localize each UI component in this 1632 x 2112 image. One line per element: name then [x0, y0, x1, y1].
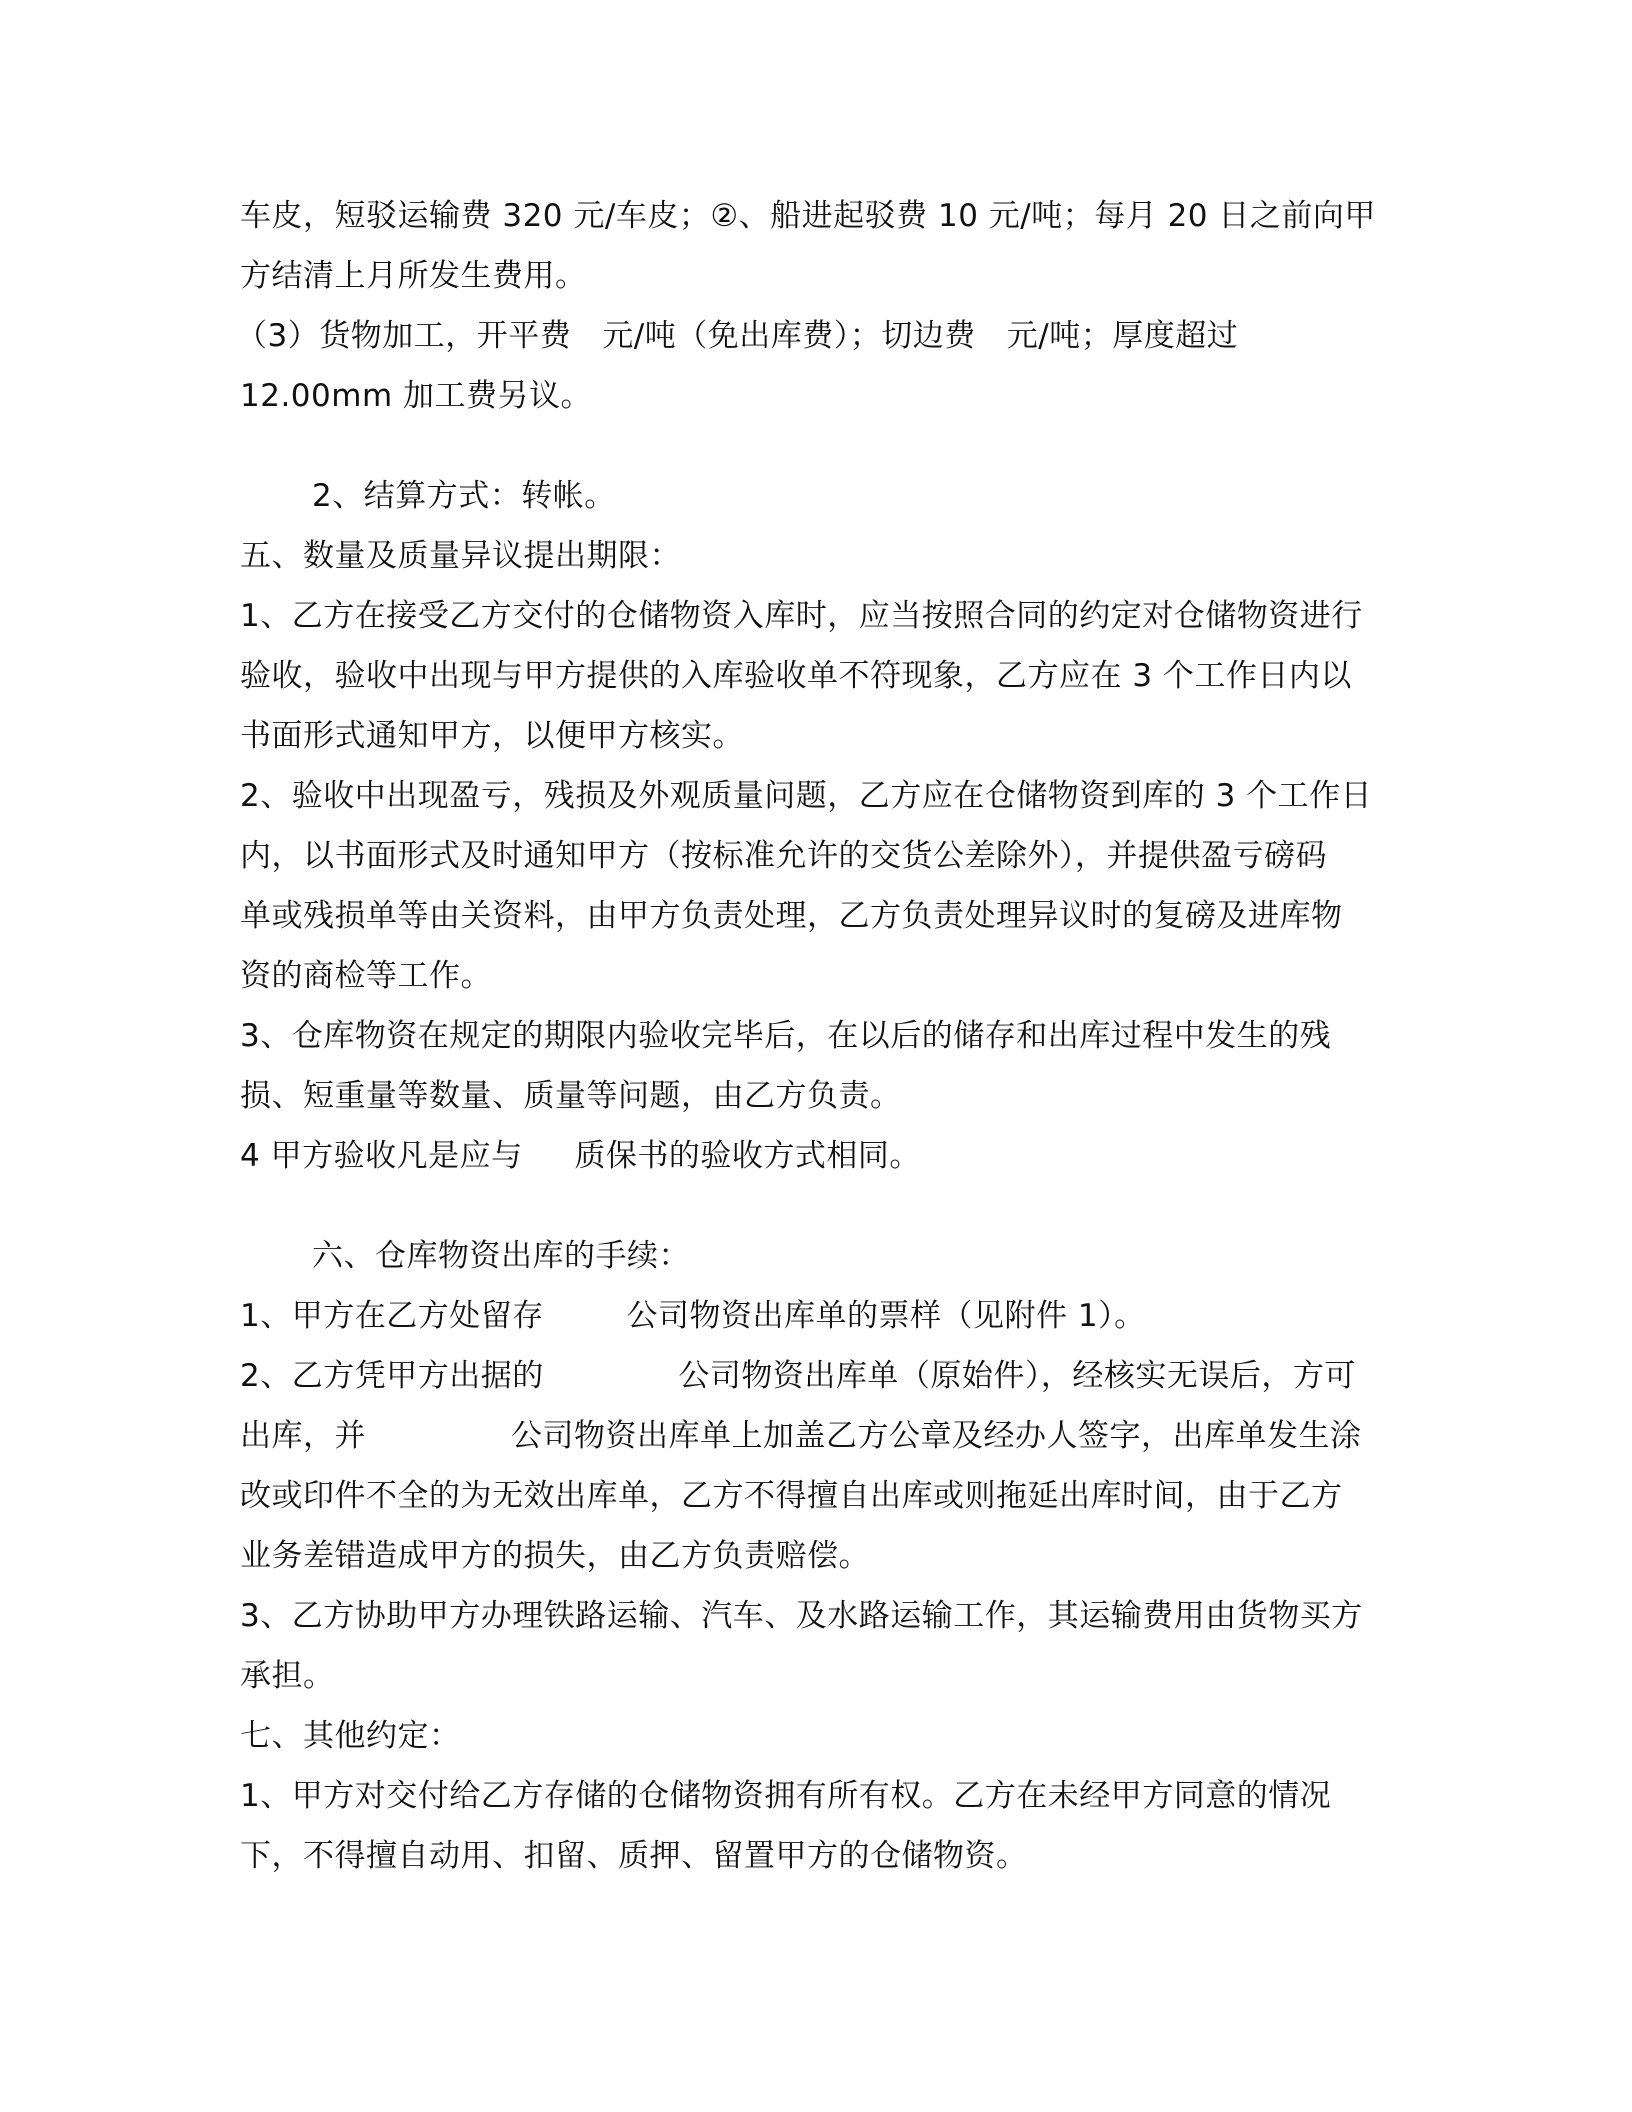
text-line: 改或印件不全的为无效出库单，乙方不得擅自出库或则拖延出库时间，由于乙方: [240, 1478, 1343, 1514]
text-line: （3）货物加工，开平费 元/吨（免出库费）；切边费 元/吨；厚度超过: [236, 318, 1239, 354]
text-line: 4 甲方验收凡是应与 质保书的验收方式相同。: [240, 1138, 921, 1174]
text-line: 12.00mm 加工费另议。: [240, 378, 592, 414]
section-heading: 六、仓库物资出库的手续：: [312, 1238, 690, 1274]
text-line: 内，以书面形式及时通知甲方（按标准允许的交货公差除外），并提供盈亏磅码: [240, 838, 1327, 874]
section-heading: 2、结算方式：转帐。: [312, 478, 616, 514]
text-line: 1、甲方对交付给乙方存储的仓储物资拥有所有权。乙方在未经甲方同意的情况: [240, 1778, 1332, 1814]
section-heading: 五、数量及质量异议提出期限：: [240, 538, 681, 574]
text-line: 2、验收中出现盈亏，残损及外观质量问题，乙方应在仓储物资到库的 3 个工作日: [240, 778, 1373, 814]
text-line: 书面形式通知甲方，以便甲方核实。: [240, 718, 744, 754]
text-line: 验收，验收中出现与甲方提供的入库验收单不符现象，乙方应在 3 个工作日内以: [240, 658, 1352, 694]
text-line: 车皮，短驳运输费 320 元/车皮；②、船进起驳费 10 元/吨；每月 20 日之前向甲: [240, 198, 1376, 234]
section-heading: 七、其他约定：: [240, 1718, 461, 1754]
text-line: 1、甲方在乙方处留存 公司物资出库单的票样（见附件 1）。: [240, 1298, 1146, 1334]
text-line: 出库，并 公司物资出库单上加盖乙方公章及经办人签字，出库单发生涂: [240, 1418, 1362, 1454]
text-line: 1、乙方在接受乙方交付的仓储物资入库时，应当按照合同的约定对仓储物资进行: [240, 598, 1363, 634]
text-line: 业务差错造成甲方的损失，由乙方负责赔偿。: [240, 1538, 870, 1574]
text-line: 2、乙方凭甲方出据的 公司物资出库单（原始件），经核实无误后，方可: [240, 1358, 1356, 1394]
text-line: 方结清上月所发生费用。: [240, 258, 587, 294]
text-line: 3、仓库物资在规定的期限内验收完毕后，在以后的储存和出库过程中发生的残: [240, 1018, 1332, 1054]
text-line: 资的商检等工作。: [240, 958, 492, 994]
text-line: 下，不得擅自动用、扣留、质押、留置甲方的仓储物资。: [240, 1838, 1028, 1874]
text-line: 单或残损单等由关资料，由甲方负责处理，乙方负责处理异议时的复磅及进库物: [240, 898, 1343, 934]
text-line: 损、短重量等数量、质量等问题，由乙方负责。: [240, 1078, 902, 1114]
text-line: 承担。: [240, 1658, 335, 1694]
text-line: 3、乙方协助甲方办理铁路运输、汽车、及水路运输工作，其运输费用由货物买方: [240, 1598, 1363, 1634]
